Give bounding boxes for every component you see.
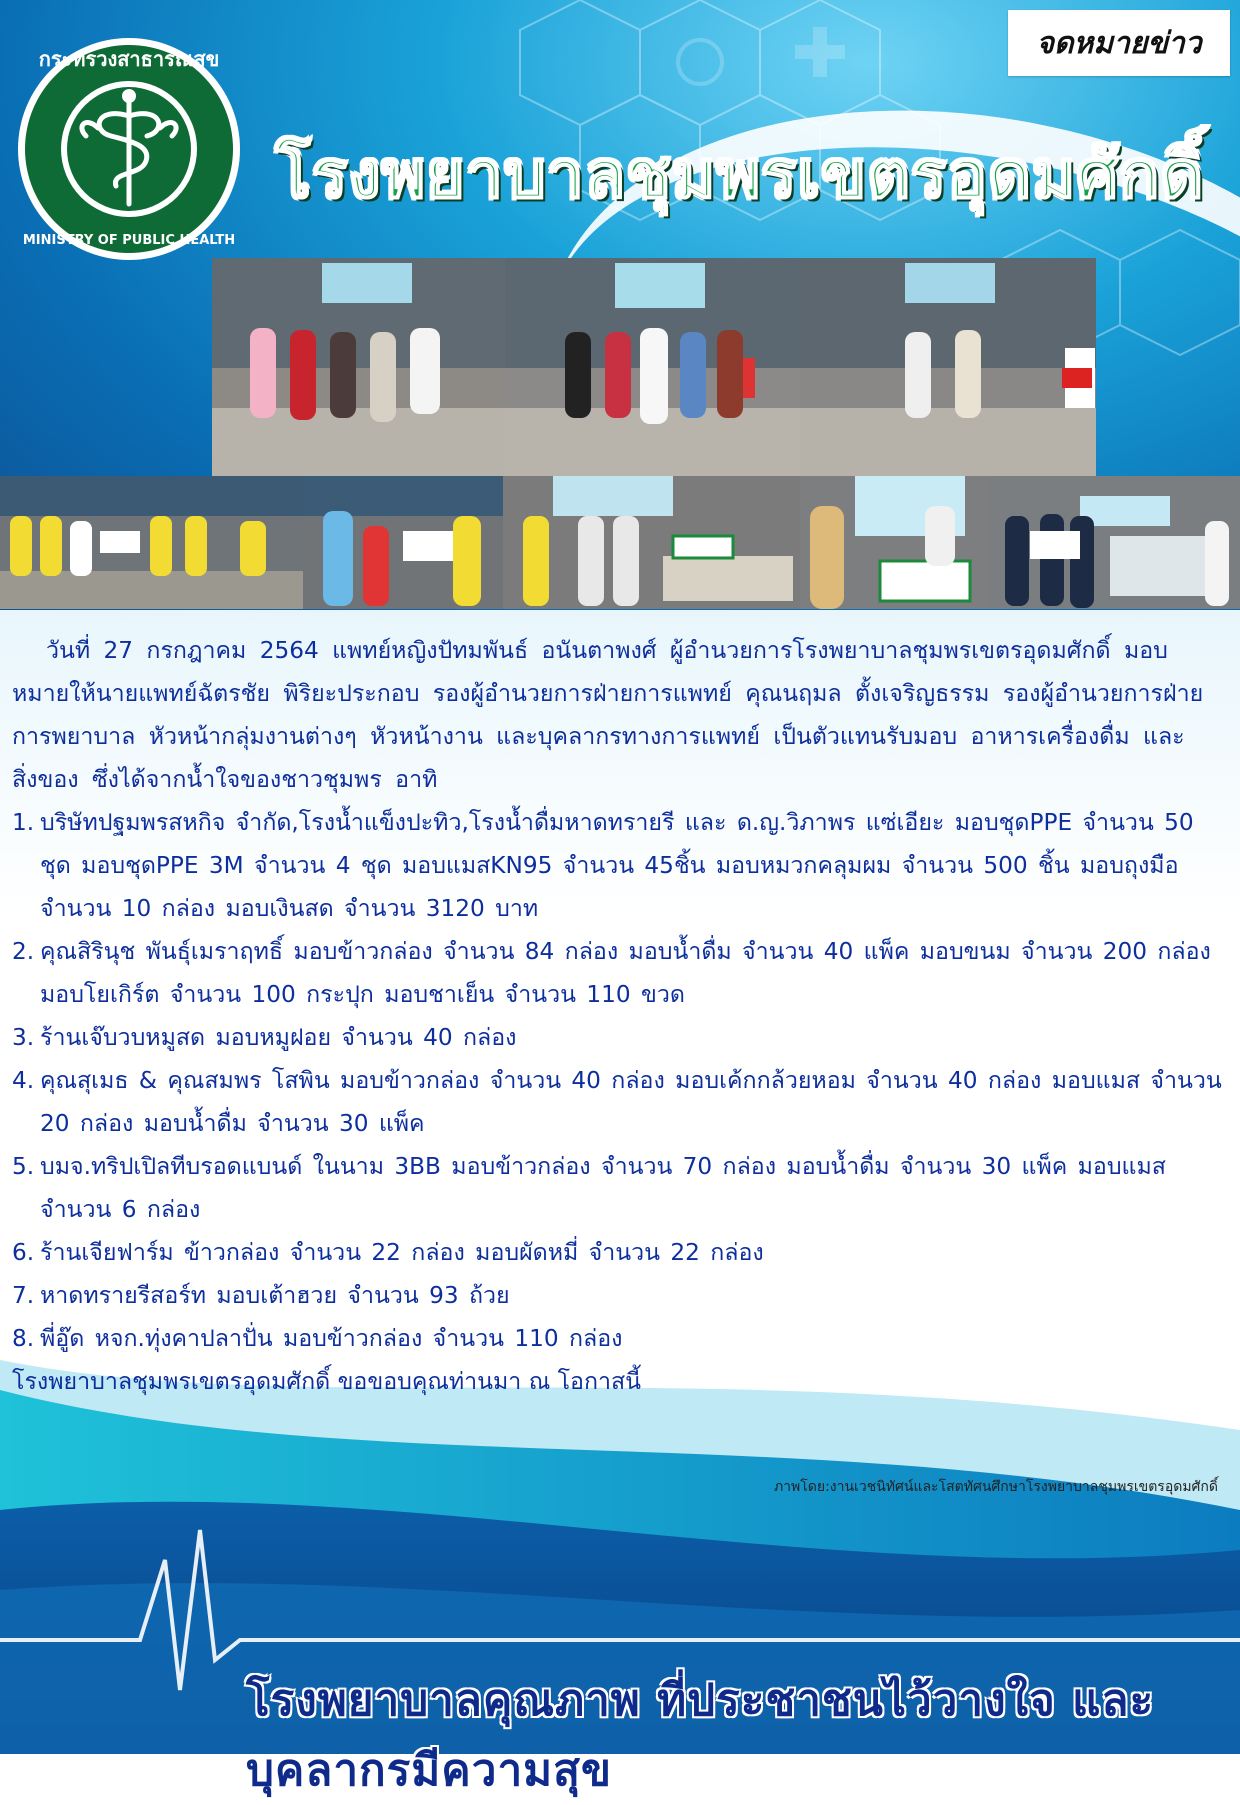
list-item: 8. พี่อู๊ด หจก.ทุ่งคาปลาปั่น มอบข้าวกล่อง จำนวน 110 กล่อง [12,1325,623,1352]
article-body [0,625,1240,1403]
list-item: 5. บมจ.ทริปเปิลทีบรอดแบนด์ ในนาม 3BB มอบข้าวกล่อง จำนวน 70 กล่อง มอบน้ำดื่ม จำนวน 30 แพ็ค มอบแมส จำนวน 6 กล่อง [12,1153,1166,1223]
article-intro: วันที่ 27 กรกฎาคม 2564 แพทย์หญิงปัทมพันธ์ อนันตาพงศ์ ผู้อำนวยการโรงพยาบาลชุมพรเขตรอุดมศักดิ์ มอบหมายให้นายแพทย์ฉัตรชัย พิริยะประกอบ รองผู้อำนวยการฝ่ายการแพทย์ คุณนฤมล ตั้งเจริญธรรม รองผู้อำนวยการฝ่ายการพยาบาล หัวหน้ากลุ่มงานต่างๆ หัวหน้างาน และบุคลากรทางการแพทย์ เป็นตัวแทนรับมอบ อาหารเครื่องดื่ม และสิ่งของ ซึ่งได้จากน้ำใจของชาวชุมพร อาทิ [12,637,1204,793]
list-item: 4. คุณสุเมธ & คุณสมพร โสพิน มอบข้าวกล่อง จำนวน 40 กล่อง มอบเค้กกล้วยหอม จำนวน 40 กล่อง มอบแมส จำนวน 20 กล่อง มอบน้ำดื่ม จำนวน 30 แพ็ค [12,1067,1222,1137]
svg-text:กระทรวงสาธารณสุข: กระทรวงสาธารณสุข [38,47,220,71]
group-donation-photo-2 [505,258,800,476]
donation-photo-7 [800,476,990,609]
ministry-of-public-health-logo [16,36,242,262]
donation-photo-6 [503,476,800,609]
newsletter-tag: จดหมายข่าว [1008,10,1230,76]
list-item: 2. คุณสิรินุช พันธุ์เมราฤทธิ์ มอบข้าวกล่อง จำนวน 84 กล่อง มอบน้ำดื่ม จำนวน 40 แพ็ค มอบขนม จำนวน 200 กล่อง มอบโยเกิร์ต จำนวน 100 กระปุก มอบชาเย็น จำนวน 110 ขวด [12,938,1211,1008]
list-item: 3. ร้านเจ๊บวบหมูสด มอบหมูฝอย จำนวน 40 กล่อง [12,1024,517,1051]
hospital-name-title: โรงพยาบาลชุมพรเขตรอุดมศักดิ์ [275,136,1205,213]
footer-slogan: โรงพยาบาลคุณภาพ ที่ประชาชนไว้วางใจ และบุคลากรมีความสุข [246,1675,1155,1796]
donor-list [0,801,1240,1360]
closing-thanks: โรงพยาบาลชุมพรเขตรอุดมศักดิ์ ขอขอบคุณท่านมา ณ โอกาสนี้ [12,1368,642,1395]
group-donation-photo-3 [800,258,1096,476]
svg-text:MINISTRY OF PUBLIC HEALTH: MINISTRY OF PUBLIC HEALTH [22,233,236,248]
group-donation-photo-1 [212,258,505,476]
list-item: 7. หาดทรายรีสอร์ท มอบเต้าฮวย จำนวน 93 ถ้วย [12,1282,510,1309]
list-item: 1. บริษัทปฐมพรสหกิจ จำกัด,โรงน้ำแข็งปะทิว,โรงน้ำดื่มหาดทรายรี และ ด.ญ.วิภาพร แซ่เอียะ มอบชุดPPE จำนวน 50 ชุด มอบชุดPPE 3M จำนวน 4 ชุด มอบแมสKN95 จำนวน 45ชิ้น มอบหมวกคลุมผม จำนวน 500 ชิ้น มอบถุงมือ จำนวน 10 กล่อง มอบเงินสด จำนวน 3120 บาท [12,809,1194,922]
photo-credit: ภาพโดย:งานเวชนิทัศน์และโสตทัศนศึกษาโรงพยาบาลชุมพรเขตรอุดมศักดิ์ [773,1479,1218,1495]
list-item: 6. ร้านเจียฟาร์ม ข้าวกล่อง จำนวน 22 กล่อง มอบผัดหมี่ จำนวน 22 กล่อง [12,1239,764,1266]
donation-photo-8 [990,476,1240,609]
donation-photo-5 [303,476,503,609]
donation-photo-4 [0,476,303,609]
